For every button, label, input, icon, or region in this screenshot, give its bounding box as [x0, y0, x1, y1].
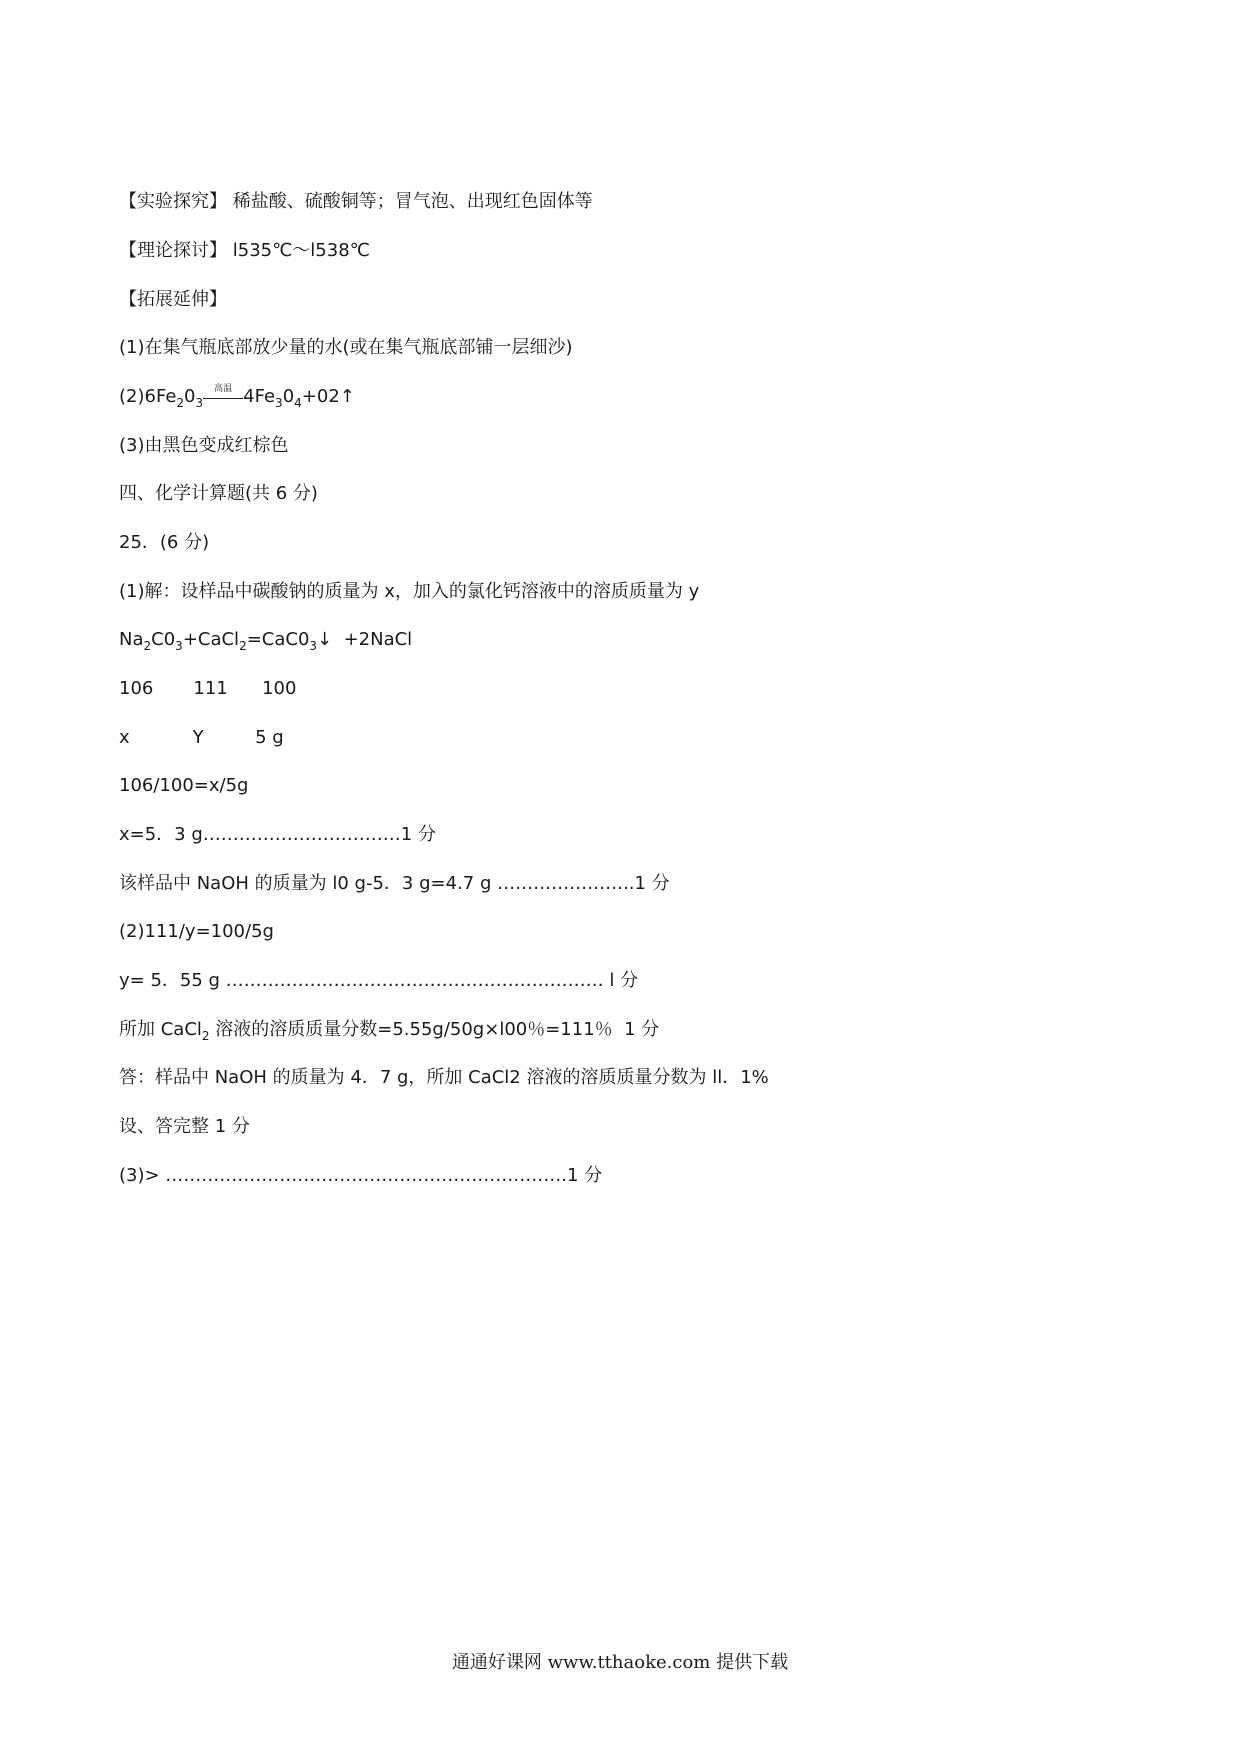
theory-text: l535℃～l538℃ — [232, 240, 370, 261]
result-y: y= 5．55 g ……………………………………………………… l 分 — [119, 970, 639, 991]
footer-source: 通通好课网 www.tthaoke.com 提供下载 — [451, 1652, 789, 1673]
extension-item-2: $(2)6Fe_20_3$ 高温 $4Fe_30_4+02↑$ — [119, 384, 355, 410]
theory-section — [119, 239, 370, 263]
question-25-intro: (1)解：设样品中碳酸钠的质量为 x，加入的氯化钙溶液中的溶质质量为 y — [119, 581, 700, 602]
extension-label: 【拓展延伸】 — [119, 289, 227, 310]
extension-item-3: (3)由黑色变成红棕色 — [119, 435, 289, 456]
variables-row: x Y 5 g — [119, 727, 284, 748]
completeness-note: 设、答完整 1 分 — [119, 1116, 250, 1137]
question-25-title: 25．(6 分) — [119, 532, 210, 553]
ratio-equation-2: (2)111/y=100/5g — [119, 921, 274, 942]
theory-label: 【理论探讨】 — [119, 240, 227, 261]
experiment-text: 稀盐酸、硫酸铜等；冒气泡、出现红色固体等 — [232, 191, 593, 212]
ratio-equation-1: 106/100=x/5g — [119, 775, 249, 796]
experiment-label: 【实验探究】 — [119, 191, 227, 212]
answer-line: 答：样品中 NaOH 的质量为 4．7 g，所加 CaCl2 溶液的溶质质量分数为 ll．1% — [119, 1067, 769, 1088]
experiment-section — [119, 190, 593, 214]
extension-item-1: (1)在集气瓶底部放少量的水(或在集气瓶底部铺一层细沙) — [119, 337, 573, 358]
molar-masses-row: 106 111 100 — [119, 678, 297, 699]
reaction-equation: $Na_2C0_3+CaCl_2=CaC0_3↓$ +2NaCl — [119, 629, 413, 653]
mass-fraction-line: 所加 CaCl$_2$ 溶液的溶质质量分数=5.55g/50g×l00％=111％ 1 分 — [119, 1019, 660, 1043]
result-x: x=5．3 g……………………………1 分 — [119, 824, 436, 845]
naoh-mass-line: 该样品中 NaOH 的质量为 l0 g-5．3 g=4.7 g …………………..1 分 — [119, 873, 670, 894]
part-3-answer: (3)> ………………………………………………………….1 分 — [119, 1165, 603, 1186]
reaction-condition-arrow — [203, 384, 243, 407]
part-4-title: 四、化学计算题(共 6 分) — [119, 483, 318, 504]
reaction-condition: 高温 — [214, 384, 233, 394]
